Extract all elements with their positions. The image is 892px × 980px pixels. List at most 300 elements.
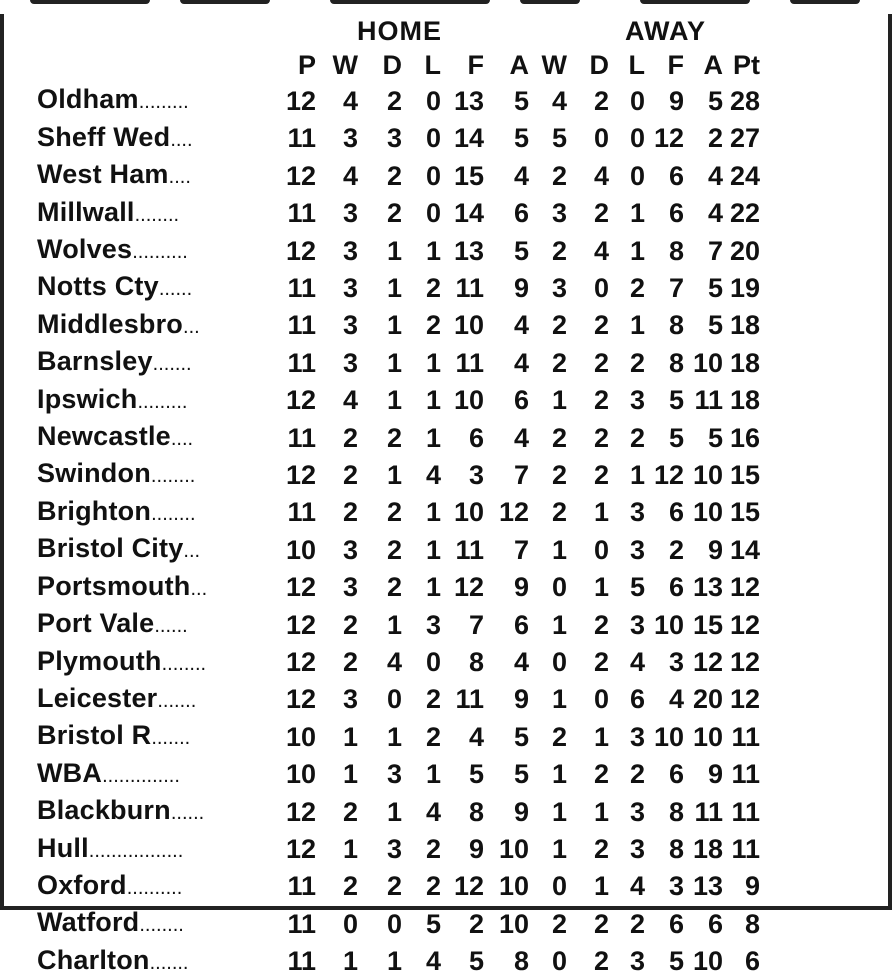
- played-cell: 12: [285, 609, 316, 640]
- away-for-cell: 10: [653, 721, 684, 752]
- points-cell: 12: [729, 609, 760, 640]
- home-for-cell: 2: [468, 908, 484, 939]
- home-lost-cell: 0: [425, 198, 441, 229]
- away-drawn-cell: 0: [593, 684, 609, 715]
- points-cell: 19: [729, 272, 760, 303]
- table-row: [37, 157, 760, 194]
- col-header-home-won: W: [332, 50, 358, 80]
- team-cell: [37, 681, 269, 718]
- home-won-cell: 3: [342, 534, 358, 565]
- played-cell: 11: [287, 198, 316, 229]
- home-lost-cell: 2: [425, 834, 441, 865]
- team-cell: [37, 82, 269, 119]
- home-lost-cell: 2: [425, 684, 441, 715]
- away-for-cell: 8: [668, 235, 684, 266]
- away-for-cell: 8: [668, 834, 684, 865]
- table-row: [37, 756, 760, 793]
- away-against-cell: 4: [707, 198, 723, 229]
- table-row: [37, 195, 760, 232]
- away-drawn-cell: 2: [593, 834, 609, 865]
- away-won-cell: 2: [551, 721, 567, 752]
- points-cell: 11: [731, 834, 760, 865]
- leader-dots: ....: [170, 128, 193, 151]
- table-row: [37, 569, 760, 606]
- home-drawn-cell: 2: [386, 85, 402, 116]
- played-cell: 12: [285, 235, 316, 266]
- col-header-played: P: [297, 50, 316, 80]
- column-header-row: [37, 48, 760, 82]
- away-won-cell: 1: [551, 796, 567, 827]
- home-lost-cell: 1: [425, 759, 441, 790]
- away-against-cell: 10: [692, 946, 723, 977]
- away-lost-cell: 0: [629, 123, 645, 154]
- away-lost-cell: 1: [629, 235, 645, 266]
- home-lost-cell: 4: [425, 946, 441, 977]
- away-for-cell: 6: [668, 572, 684, 603]
- home-won-cell: 0: [342, 908, 358, 939]
- played-cell: 12: [285, 796, 316, 827]
- away-against-cell: 13: [692, 871, 723, 902]
- table-row: [37, 905, 760, 942]
- team-name: West Ham: [37, 159, 169, 190]
- leader-dots: ......: [158, 278, 193, 301]
- team-name: Oldham: [37, 84, 139, 115]
- home-against-cell: 10: [498, 908, 529, 939]
- home-won-cell: 3: [342, 235, 358, 266]
- home-against-cell: 4: [513, 647, 529, 677]
- away-drawn-cell: 4: [593, 160, 609, 191]
- home-lost-cell: 2: [425, 310, 441, 341]
- away-against-cell: 10: [692, 721, 723, 752]
- away-lost-cell: 3: [629, 609, 645, 640]
- table-row: [37, 307, 760, 344]
- away-for-cell: 12: [653, 459, 684, 490]
- home-for-cell: 11: [455, 684, 484, 715]
- home-against-cell: 6: [513, 198, 529, 229]
- home-header: HOME: [357, 16, 442, 46]
- away-won-cell: 1: [551, 609, 567, 640]
- home-for-cell: 14: [453, 198, 484, 229]
- away-for-cell: 3: [668, 871, 684, 902]
- leader-dots: ....: [168, 166, 191, 189]
- home-for-cell: 6: [468, 422, 484, 453]
- leader-dots: ........: [161, 652, 207, 675]
- away-for-cell: 4: [668, 684, 684, 715]
- leader-dots: ..........: [132, 241, 188, 264]
- home-against-cell: 9: [513, 796, 529, 827]
- team-name: Brighton: [37, 495, 152, 526]
- team-cell: [37, 756, 269, 793]
- away-lost-cell: 2: [629, 272, 645, 303]
- away-won-cell: 2: [551, 160, 567, 191]
- away-for-cell: 6: [668, 908, 684, 939]
- col-header-home-for: F: [467, 50, 484, 80]
- home-lost-cell: 1: [425, 347, 441, 378]
- home-lost-cell: 1: [425, 235, 441, 266]
- away-lost-cell: 2: [629, 908, 645, 939]
- away-against-cell: 20: [692, 684, 723, 715]
- leader-dots: ..............: [102, 764, 180, 787]
- away-against-cell: 9: [707, 534, 723, 565]
- points-cell: 28: [729, 85, 760, 116]
- played-cell: 11: [287, 946, 316, 977]
- leader-dots: ........: [151, 502, 196, 525]
- away-won-cell: 2: [551, 347, 567, 378]
- col-header-away-lost: L: [628, 50, 645, 80]
- away-drawn-cell: 2: [593, 198, 609, 229]
- home-drawn-cell: 1: [386, 609, 402, 640]
- home-drawn-cell: 1: [386, 796, 402, 827]
- home-drawn-cell: 2: [386, 422, 402, 453]
- played-cell: 10: [285, 534, 316, 565]
- home-won-cell: 3: [342, 684, 358, 715]
- played-cell: 11: [287, 422, 316, 453]
- away-won-cell: 1: [551, 759, 567, 790]
- home-drawn-cell: 0: [386, 908, 402, 939]
- away-lost-cell: 5: [629, 572, 645, 603]
- table-row: [37, 718, 760, 755]
- table-row: [37, 120, 760, 157]
- table-row: [37, 494, 760, 531]
- away-lost-cell: 3: [629, 534, 645, 565]
- table-row: [37, 382, 760, 419]
- played-cell: 11: [287, 123, 316, 154]
- team-name: Blackburn: [37, 795, 171, 826]
- leader-dots: .........: [138, 91, 189, 114]
- played-cell: 11: [287, 908, 316, 939]
- team-cell: [37, 157, 269, 194]
- away-drawn-cell: 2: [593, 908, 609, 939]
- away-for-cell: 6: [668, 497, 684, 528]
- table-row: [37, 82, 760, 119]
- away-for-cell: 5: [668, 946, 684, 977]
- home-won-cell: 2: [342, 796, 358, 827]
- away-against-cell: 10: [692, 347, 723, 378]
- team-cell: [37, 718, 269, 755]
- home-against-cell: 4: [513, 347, 529, 378]
- away-lost-cell: 1: [629, 310, 645, 341]
- team-name: Portsmouth: [37, 570, 191, 601]
- points-cell: 27: [729, 123, 760, 154]
- away-lost-cell: 4: [629, 871, 645, 902]
- home-won-cell: 1: [342, 834, 358, 865]
- home-against-cell: 6: [513, 385, 529, 416]
- leader-dots: ...: [190, 577, 208, 600]
- away-against-cell: 5: [707, 85, 723, 116]
- away-against-cell: 4: [707, 160, 723, 191]
- col-header-away-for: F: [667, 50, 684, 80]
- home-against-cell: 4: [513, 422, 529, 453]
- home-lost-cell: 4: [425, 459, 441, 490]
- points-cell: 11: [731, 721, 760, 752]
- away-won-cell: 2: [551, 422, 567, 453]
- team-name: Port Vale: [37, 608, 155, 639]
- home-drawn-cell: 1: [386, 721, 402, 752]
- away-won-cell: 2: [551, 310, 567, 341]
- team-name: Charlton: [37, 944, 150, 975]
- home-against-cell: 5: [513, 759, 529, 790]
- away-drawn-cell: 2: [593, 759, 609, 790]
- leader-dots: ........: [134, 203, 180, 226]
- played-cell: 12: [285, 85, 316, 116]
- home-drawn-cell: 3: [386, 759, 402, 790]
- away-lost-cell: 4: [629, 647, 645, 677]
- home-won-cell: 1: [342, 946, 358, 977]
- played-cell: 11: [287, 272, 316, 303]
- away-won-cell: 2: [551, 497, 567, 528]
- away-drawn-cell: 1: [593, 721, 609, 752]
- leader-dots: ...: [183, 315, 200, 338]
- played-cell: 11: [287, 347, 316, 378]
- away-against-cell: 10: [692, 459, 723, 490]
- home-won-cell: 2: [342, 497, 358, 528]
- table-row: [37, 419, 760, 456]
- home-won-cell: 3: [342, 572, 358, 603]
- home-against-cell: 5: [513, 721, 529, 752]
- away-lost-cell: 0: [629, 85, 645, 116]
- points-cell: 8: [744, 908, 760, 939]
- away-drawn-cell: 1: [593, 497, 609, 528]
- home-won-cell: 1: [342, 759, 358, 790]
- away-for-cell: 6: [668, 198, 684, 229]
- team-name: Barnsley: [37, 346, 153, 377]
- home-lost-cell: 1: [425, 572, 441, 603]
- team-name: Middlesbro: [37, 308, 184, 339]
- col-header-away-against: A: [703, 50, 723, 80]
- team-cell: [37, 419, 269, 456]
- away-drawn-cell: 2: [593, 609, 609, 640]
- leader-dots: .........: [137, 390, 188, 413]
- away-lost-cell: 3: [629, 497, 645, 528]
- home-lost-cell: 1: [425, 534, 441, 565]
- home-drawn-cell: 4: [386, 647, 402, 677]
- team-name: Millwall: [37, 196, 135, 227]
- table-row: [37, 868, 760, 905]
- home-won-cell: 3: [342, 198, 358, 229]
- home-drawn-cell: 2: [386, 871, 402, 902]
- clipped-top-text: [0, 0, 892, 14]
- away-for-cell: 5: [668, 422, 684, 453]
- home-lost-cell: 5: [425, 908, 441, 939]
- team-cell: [37, 269, 269, 306]
- points-cell: 11: [731, 796, 760, 827]
- away-lost-cell: 2: [629, 347, 645, 378]
- home-for-cell: 8: [468, 796, 484, 827]
- team-name: WBA: [37, 757, 103, 788]
- away-won-cell: 1: [551, 684, 567, 715]
- points-cell: 15: [729, 497, 760, 528]
- home-for-cell: 11: [455, 272, 484, 303]
- home-for-cell: 8: [468, 647, 484, 677]
- points-cell: 20: [729, 235, 760, 266]
- team-name: Bristol R: [37, 720, 152, 751]
- home-for-cell: 10: [453, 497, 484, 528]
- team-column-header: [37, 48, 269, 82]
- home-lost-cell: 0: [425, 647, 441, 677]
- table-row: [37, 681, 760, 718]
- leader-dots: .................: [88, 839, 184, 862]
- away-against-cell: 11: [694, 385, 723, 416]
- away-lost-cell: 3: [629, 796, 645, 827]
- col-header-home-drawn: D: [382, 50, 402, 80]
- home-against-cell: 4: [513, 160, 529, 191]
- table-body: [37, 82, 760, 980]
- col-header-home-against: A: [509, 50, 529, 80]
- played-cell: 12: [285, 160, 316, 191]
- away-drawn-cell: 0: [593, 123, 609, 154]
- away-drawn-cell: 2: [593, 385, 609, 416]
- home-drawn-cell: 1: [386, 385, 402, 416]
- played-cell: 11: [287, 497, 316, 528]
- away-won-cell: 1: [551, 385, 567, 416]
- points-cell: 9: [744, 871, 760, 902]
- table-row: [37, 943, 760, 980]
- away-drawn-cell: 2: [593, 459, 609, 490]
- home-against-cell: 7: [513, 459, 529, 490]
- col-header-away-won: W: [541, 50, 567, 80]
- home-lost-cell: 0: [425, 160, 441, 191]
- leader-dots: .......: [152, 353, 192, 376]
- table-row: [37, 456, 760, 493]
- away-lost-cell: 1: [629, 198, 645, 229]
- home-for-cell: 12: [453, 871, 484, 902]
- away-lost-cell: 0: [629, 160, 645, 191]
- points-cell: 14: [729, 534, 760, 565]
- home-lost-cell: 2: [425, 871, 441, 902]
- home-for-cell: 11: [455, 534, 484, 565]
- away-won-cell: 2: [551, 908, 567, 939]
- away-for-cell: 7: [668, 272, 684, 303]
- home-drawn-cell: 1: [386, 272, 402, 303]
- points-cell: 12: [729, 684, 760, 715]
- home-against-cell: 5: [513, 85, 529, 116]
- points-cell: 18: [729, 347, 760, 378]
- home-drawn-cell: 2: [386, 160, 402, 191]
- played-cell: 12: [285, 834, 316, 865]
- team-name: Wolves: [37, 234, 133, 265]
- points-cell: 11: [731, 759, 760, 790]
- away-for-cell: 8: [668, 796, 684, 827]
- away-drawn-cell: 1: [593, 796, 609, 827]
- played-cell: 12: [285, 684, 316, 715]
- home-against-cell: 10: [498, 871, 529, 902]
- away-against-cell: 18: [692, 834, 723, 865]
- home-for-cell: 13: [453, 85, 484, 116]
- away-header: AWAY: [625, 16, 707, 46]
- home-won-cell: 4: [342, 85, 358, 116]
- points-cell: 12: [729, 647, 760, 677]
- away-against-cell: 12: [692, 647, 723, 677]
- away-drawn-cell: 1: [593, 871, 609, 902]
- home-for-cell: 12: [453, 572, 484, 603]
- away-won-cell: 5: [551, 123, 567, 154]
- team-cell: [37, 905, 269, 942]
- home-won-cell: 4: [342, 385, 358, 416]
- home-lost-cell: 1: [425, 385, 441, 416]
- away-drawn-cell: 2: [593, 310, 609, 341]
- home-drawn-cell: 0: [386, 684, 402, 715]
- home-drawn-cell: 1: [386, 946, 402, 977]
- team-cell: [37, 606, 269, 643]
- home-won-cell: 2: [342, 647, 358, 677]
- played-cell: 12: [285, 647, 316, 677]
- col-header-away-drawn: D: [589, 50, 609, 80]
- played-cell: 12: [285, 459, 316, 490]
- away-for-cell: 9: [668, 85, 684, 116]
- team-cell: [37, 456, 269, 493]
- away-against-cell: 13: [692, 572, 723, 603]
- col-header-points: Pt: [733, 50, 760, 80]
- team-cell: [37, 382, 269, 419]
- home-drawn-cell: 3: [386, 123, 402, 154]
- home-against-cell: 7: [513, 534, 529, 565]
- home-against-cell: 8: [513, 946, 529, 977]
- away-against-cell: 6: [707, 908, 723, 939]
- away-won-cell: 3: [551, 272, 567, 303]
- away-drawn-cell: 0: [593, 534, 609, 565]
- home-lost-cell: 2: [425, 272, 441, 303]
- points-cell: 22: [729, 198, 760, 229]
- home-lost-cell: 3: [425, 609, 441, 640]
- away-for-cell: 12: [653, 123, 684, 154]
- leader-dots: ...: [183, 540, 201, 563]
- points-cell: 18: [729, 310, 760, 341]
- away-lost-cell: 3: [629, 834, 645, 865]
- home-for-cell: 13: [453, 235, 484, 266]
- home-against-cell: 12: [498, 497, 529, 528]
- team-cell: [37, 120, 269, 157]
- away-against-cell: 7: [707, 235, 723, 266]
- home-won-cell: 2: [342, 422, 358, 453]
- home-drawn-cell: 2: [386, 572, 402, 603]
- home-won-cell: 2: [342, 459, 358, 490]
- home-won-cell: 3: [342, 347, 358, 378]
- home-drawn-cell: 1: [386, 310, 402, 341]
- away-against-cell: 5: [707, 422, 723, 453]
- leader-dots: ....: [170, 428, 194, 451]
- table-row: [37, 644, 760, 681]
- leader-dots: ........: [139, 914, 184, 937]
- team-name: Swindon: [37, 458, 151, 489]
- home-for-cell: 7: [468, 609, 484, 640]
- away-drawn-cell: 2: [593, 946, 609, 977]
- leader-dots: .......: [151, 727, 191, 750]
- home-won-cell: 1: [342, 721, 358, 752]
- away-lost-cell: 6: [629, 684, 645, 715]
- home-against-cell: 4: [513, 310, 529, 341]
- team-cell: [37, 344, 269, 381]
- home-lost-cell: 2: [425, 721, 441, 752]
- away-for-cell: 6: [668, 759, 684, 790]
- away-for-cell: 8: [668, 310, 684, 341]
- leader-dots: ..........: [126, 876, 183, 899]
- home-against-cell: 9: [513, 572, 529, 603]
- team-name: Bristol City: [37, 533, 184, 564]
- team-name: Ipswich: [37, 383, 138, 414]
- team-name: Newcastle: [37, 421, 171, 452]
- table-row: [37, 531, 760, 568]
- away-lost-cell: 1: [629, 459, 645, 490]
- home-for-cell: 10: [453, 310, 484, 341]
- away-drawn-cell: 2: [593, 347, 609, 378]
- away-against-cell: 11: [694, 796, 723, 827]
- home-for-cell: 3: [468, 459, 484, 490]
- team-cell: [37, 307, 269, 344]
- away-for-cell: 2: [668, 534, 684, 565]
- team-name: Plymouth: [37, 645, 162, 676]
- home-for-cell: 11: [455, 347, 484, 378]
- team-cell: [37, 494, 269, 531]
